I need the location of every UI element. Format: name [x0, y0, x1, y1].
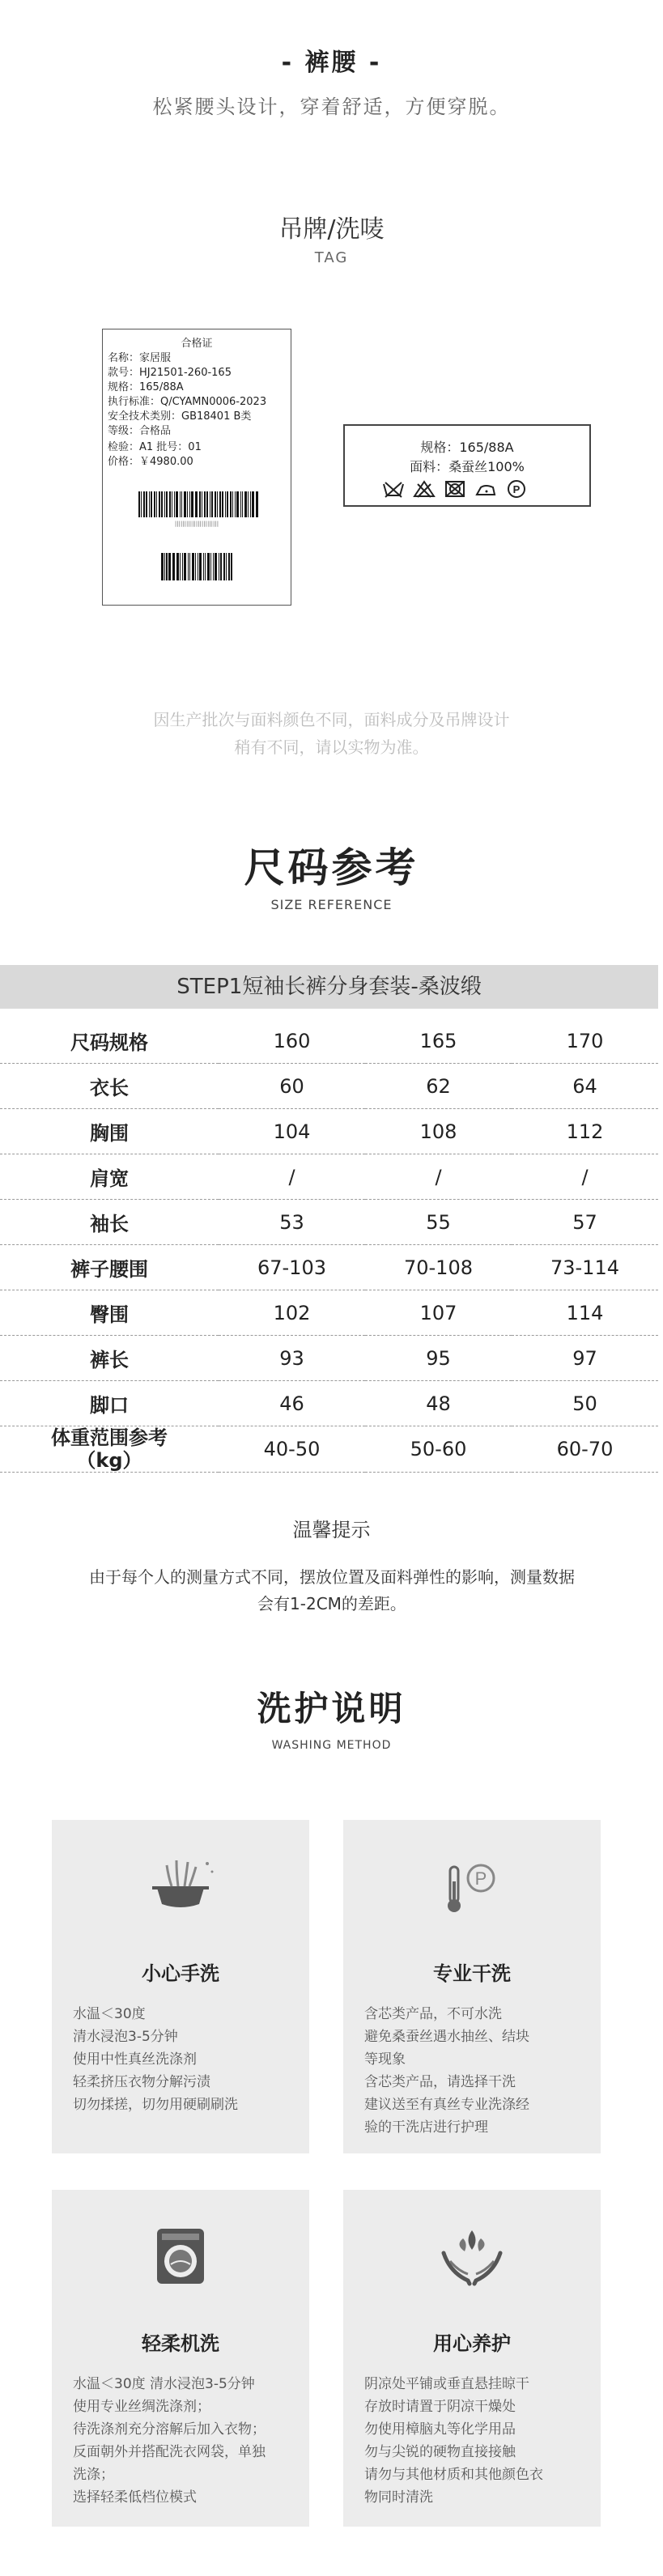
- size-cell: 107: [365, 1290, 512, 1336]
- hang-tag-line: 等级：合格品: [108, 425, 172, 437]
- card-line: 切勿揉搓，切勿用硬刷刷洗: [73, 2097, 238, 2113]
- washing-section-title: 洗护说明: [257, 1689, 406, 1728]
- size-cell: 60: [219, 1064, 365, 1109]
- hang-tag-line: 名称：家居服: [108, 352, 172, 364]
- card-line: 清水浸泡3-5分钟: [73, 2029, 178, 2045]
- hand-wash-icon: [144, 1854, 217, 1919]
- size-cell: 114: [512, 1290, 658, 1336]
- size-cell: 112: [512, 1109, 658, 1154]
- size-row: [0, 1290, 658, 1336]
- size-table: [0, 1018, 658, 1473]
- care-hands-icon: [436, 2224, 508, 2289]
- size-cell: 60-70: [512, 1426, 658, 1473]
- size-cell: 53: [219, 1200, 365, 1245]
- hang-tag-line: 安全技术类别：GB18401 B类: [108, 410, 252, 423]
- care-symbols: [382, 479, 528, 499]
- tag-disclaimer: [0, 706, 663, 761]
- card-title: 专业干洗: [433, 1962, 511, 1985]
- size-cell: 48: [365, 1381, 512, 1426]
- card-title: 小心手洗: [142, 1962, 219, 1985]
- size-cell: 170: [512, 1018, 658, 1064]
- size-cell: 160: [219, 1018, 365, 1064]
- card-line: 物同时清洗: [364, 2489, 433, 2506]
- size-cell: 97: [512, 1336, 658, 1381]
- no-tumble-dry-icon: [444, 479, 466, 499]
- waist-section-title: - 裤腰 -: [281, 49, 382, 77]
- size-row: [0, 1426, 658, 1473]
- card-line: 反面朝外并搭配洗衣网袋，单独: [73, 2444, 266, 2460]
- svg-text:P: P: [512, 483, 521, 495]
- size-cell: 62: [365, 1064, 512, 1109]
- size-row-label: 肩宽: [0, 1154, 219, 1200]
- card-line: 使用中性真丝洗涤剂: [73, 2051, 197, 2068]
- card-line: 洗涤；: [73, 2467, 114, 2483]
- tag-disclaimer-line: 稍有不同，请以实物为准。: [234, 738, 429, 757]
- care-card-machine-wash: [52, 2190, 309, 2527]
- hang-tag-line: 检验：A1 批号：01: [108, 441, 202, 453]
- card-title: 轻柔机洗: [142, 2332, 219, 2355]
- size-cell: 165: [365, 1018, 512, 1064]
- wash-label-card: [343, 424, 591, 507]
- hang-tag-line: 价格：￥4980.00: [108, 456, 193, 468]
- size-row: [0, 1109, 658, 1154]
- size-cell: 64: [512, 1064, 658, 1109]
- care-card-gentle-care: [343, 2190, 601, 2527]
- size-section-title: 尺码参考: [244, 844, 419, 891]
- card-title: 用心养护: [433, 2332, 511, 2355]
- size-row: [0, 1336, 658, 1381]
- size-row: [0, 1381, 658, 1426]
- size-row: [0, 1018, 658, 1064]
- wash-label-line: 规格：165/88A: [420, 440, 514, 455]
- card-line: 阴凉处平铺或垂直悬挂晾干: [364, 2376, 529, 2392]
- size-cell: 50: [512, 1381, 658, 1426]
- tip-title: 温馨提示: [292, 1519, 371, 1541]
- tip-body: [57, 1564, 607, 1617]
- hang-tag-line: 执行标准：Q/CYAMN0006-2023: [108, 396, 267, 408]
- washing-machine-icon: [144, 2224, 217, 2289]
- card-line: 勿与尖锐的硬物直接接触: [364, 2444, 516, 2460]
- dry-clean-p-icon: [505, 479, 528, 499]
- card-line: 建议送至有真丝专业洗涤经: [364, 2097, 529, 2113]
- size-cell: 95: [365, 1336, 512, 1381]
- tip-line: 由于每个人的测量方式不同，摆放位置及面料弹性的影响，测量数据: [89, 1567, 575, 1587]
- no-wash-icon: [382, 479, 405, 499]
- no-bleach-icon: [413, 479, 436, 499]
- tag-disclaimer-line: 因生产批次与面料颜色不同，面料成分及吊牌设计: [153, 710, 510, 729]
- tip-line: 会有1-2CM的差距。: [257, 1594, 406, 1613]
- size-row: [0, 1200, 658, 1245]
- hang-tag-card: [102, 329, 291, 606]
- size-cell: /: [365, 1154, 512, 1200]
- size-row-label: 臀围: [0, 1290, 219, 1336]
- card-line: 选择轻柔低档位模式: [73, 2489, 197, 2506]
- size-cell: 73-114: [512, 1245, 658, 1290]
- size-row-label: 脚口: [0, 1381, 219, 1426]
- size-row-label: 胸围: [0, 1109, 219, 1154]
- size-row: [0, 1245, 658, 1290]
- barcode-digits: |||||||||||||||||||||||: [174, 521, 219, 527]
- card-line: 水温＜30度: [73, 2006, 146, 2022]
- low-iron-icon: [474, 479, 497, 499]
- size-section-subtitle: SIZE REFERENCE: [270, 897, 393, 912]
- size-step-bar: STEP1短袖长裤分身套装-桑波缎: [0, 965, 658, 1009]
- size-row: [0, 1064, 658, 1109]
- size-row-label-line: 体重范围参考: [51, 1426, 168, 1449]
- tag-section-subtitle: TAG: [314, 249, 349, 266]
- card-line: 验的干洗店进行护理: [364, 2119, 488, 2136]
- size-row-label: [0, 1426, 219, 1473]
- card-line: 轻柔挤压衣物分解污渍: [73, 2074, 210, 2090]
- size-cell: /: [512, 1154, 658, 1200]
- card-line: 含芯类产品，请选择干洗: [364, 2074, 516, 2090]
- card-body: [364, 2003, 584, 2139]
- tag-section-title: 吊牌/洗唛: [278, 215, 385, 244]
- size-row-label: 衣长: [0, 1064, 219, 1109]
- size-cell: 55: [365, 1200, 512, 1245]
- card-line: 待洗涤剂充分溶解后加入衣物；: [73, 2421, 266, 2438]
- care-card-hand-wash: [52, 1820, 309, 2153]
- size-row-label: 裤子腰围: [0, 1245, 219, 1290]
- hang-tag-line: 款号：HJ21501-260-165: [108, 367, 232, 379]
- size-cell: 50-60: [365, 1426, 512, 1473]
- card-line: 勿使用樟脑丸等化学用品: [364, 2421, 516, 2438]
- barcode-image-small: [161, 553, 234, 580]
- waist-description: 松紧腰头设计，穿着舒适，方便穿脱。: [152, 96, 511, 118]
- size-cell: 46: [219, 1381, 365, 1426]
- size-cell: 40-50: [219, 1426, 365, 1473]
- card-line: 存放时请置于阴凉干燥处: [364, 2399, 516, 2415]
- card-body: [73, 2373, 293, 2509]
- size-row-label: 裤长: [0, 1336, 219, 1381]
- size-row-label: 尺码规格: [0, 1018, 219, 1064]
- wash-label-line: 面料：桑蚕丝100%: [410, 459, 525, 474]
- card-body: [364, 2373, 584, 2509]
- size-cell: 104: [219, 1109, 365, 1154]
- card-line: 水温＜30度 清水浸泡3-5分钟: [73, 2376, 255, 2392]
- size-row-label-line: （kg）: [76, 1449, 142, 1472]
- care-card-dry-clean: [343, 1820, 601, 2153]
- svg-text:P: P: [474, 1868, 487, 1889]
- size-row: [0, 1154, 658, 1200]
- hang-tag-heading: 合格证: [181, 338, 213, 350]
- card-line: 等现象: [364, 2051, 406, 2068]
- washing-section-subtitle: WASHING METHOD: [271, 1739, 392, 1752]
- card-line: 避免桑蚕丝遇水抽丝、结块: [364, 2029, 529, 2045]
- size-row-label: 袖长: [0, 1200, 219, 1245]
- size-cell: 102: [219, 1290, 365, 1336]
- size-cell: /: [219, 1154, 365, 1200]
- card-line: 使用专业丝绸洗涤剂；: [73, 2399, 210, 2415]
- size-cell: 67-103: [219, 1245, 365, 1290]
- card-line: 含芯类产品，不可水洗: [364, 2006, 502, 2022]
- hang-tag-line: 规格：165/88A: [108, 381, 184, 393]
- size-cell: 93: [219, 1336, 365, 1381]
- barcode-image: [138, 491, 260, 517]
- size-cell: 108: [365, 1109, 512, 1154]
- card-line: 请勿与其他材质和其他颜色衣: [364, 2467, 543, 2483]
- dry-clean-icon: [436, 1854, 508, 1919]
- size-cell: 70-108: [365, 1245, 512, 1290]
- card-body: [73, 2003, 293, 2116]
- size-cell: 57: [512, 1200, 658, 1245]
